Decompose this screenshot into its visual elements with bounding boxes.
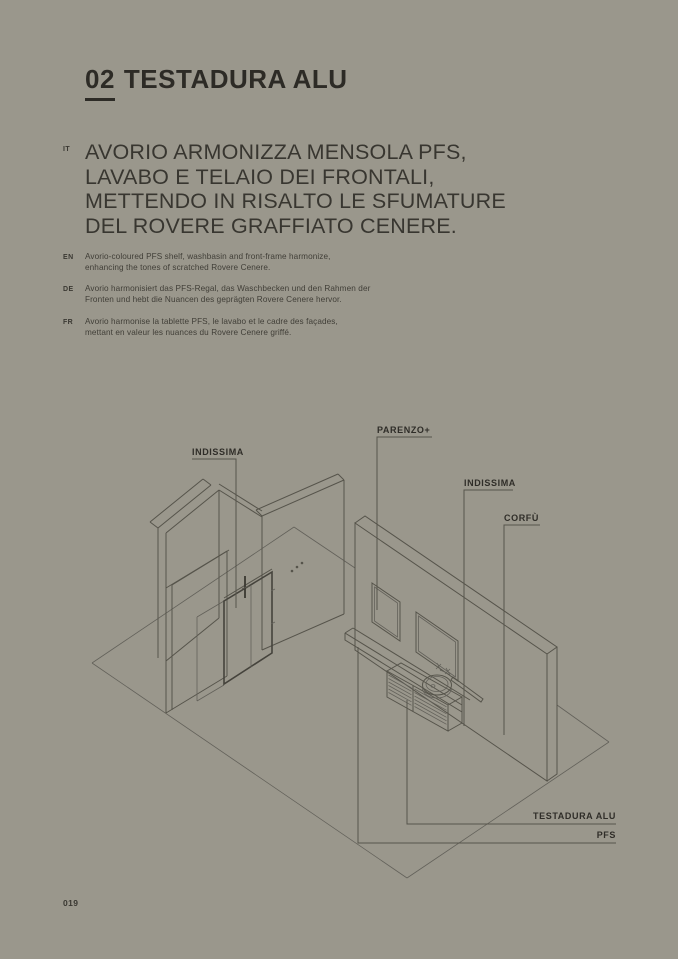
- right-wall-panel: [355, 516, 557, 781]
- label-corfu: CORFÙ: [504, 513, 539, 523]
- translation-line: Avorio harmonise la tablette PFS, le lavabo et le cadre des façades,: [85, 317, 338, 326]
- translation-line: enhancing the tones of scratched Rovere Cenere.: [85, 262, 271, 272]
- label-parenzo: PARENZO+: [377, 425, 431, 435]
- translation-line: mettant en valeur les nuances du Rovere Cenere griffé.: [85, 327, 292, 337]
- translation-line: Avorio harmonisiert das PFS-Regal, das Waschbecken und den Rahmen der: [85, 284, 371, 293]
- towel-hooks: [291, 562, 304, 573]
- washbasin: [423, 675, 452, 698]
- leader-testadura: [407, 700, 616, 824]
- label-pfs: PFS: [596, 830, 616, 840]
- leader-parenzo: [377, 425, 432, 610]
- lang-label-it: IT: [63, 146, 71, 153]
- label-indissima-right: INDISSIMA: [464, 478, 516, 488]
- label-testadura: TESTADURA ALU: [533, 811, 616, 821]
- translation-line: Fronten und hebt die Nuancen des geprägten Rovere Cenere hervor.: [85, 294, 342, 304]
- chapter-number: 02: [85, 64, 115, 101]
- intro-line: METTENDO IN RISALTO LE SFUMATURE: [85, 189, 506, 213]
- leader-indissima-left: [192, 447, 244, 608]
- back-panel: [256, 474, 344, 650]
- lang-label-de: DE: [63, 286, 74, 293]
- label-indissima-left: INDISSIMA: [192, 447, 244, 457]
- intro-line: DEL ROVERE GRAFFIATO CENERE.: [85, 213, 457, 238]
- faucet: [436, 663, 450, 675]
- intro-line: LAVABO E TELAIO DEI FRONTALI,: [85, 164, 435, 189]
- intro-line: AVORIO ARMONIZZA MENSOLA PFS,: [85, 140, 467, 164]
- floor-outline: [92, 527, 609, 878]
- lang-label-fr: FR: [63, 319, 74, 326]
- page-number: 019: [63, 898, 79, 908]
- chapter-title: TESTADURA ALU: [123, 64, 348, 94]
- translation-line: Avorio-coloured PFS shelf, washbasin and front-frame harmonize,: [85, 252, 331, 261]
- mirror-1: [372, 583, 400, 641]
- lang-label-en: EN: [63, 254, 74, 261]
